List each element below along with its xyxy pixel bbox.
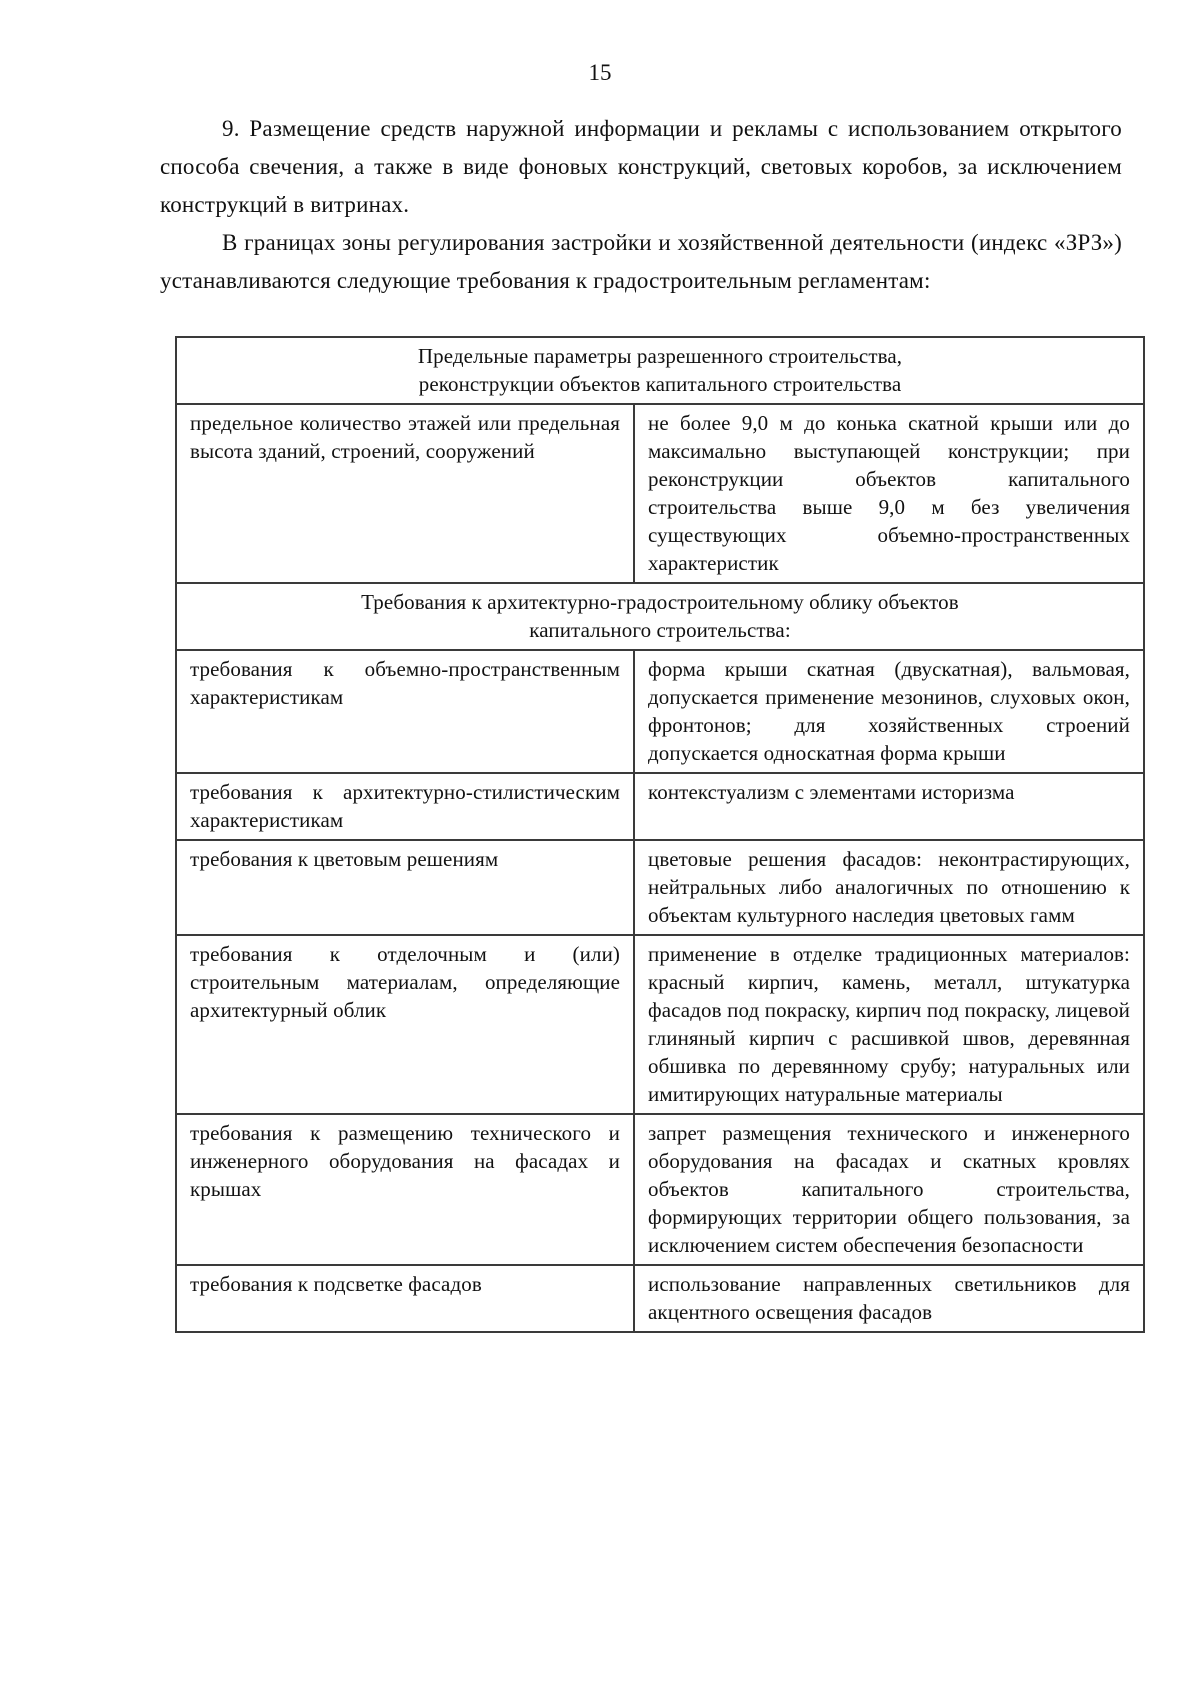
table-row-color bbox=[176, 840, 1144, 935]
value-cell: контекстуализм с элементами историзма bbox=[634, 773, 1144, 840]
param-cell: требования к отделочным и (или) строительным материалам, определяющие архитектурный облик bbox=[176, 935, 634, 1114]
param-cell: требования к размещению технического и инженерного оборудования на фасадах и крышах bbox=[176, 1114, 634, 1265]
table-row-materials bbox=[176, 935, 1144, 1114]
param-cell: требования к цветовым решениям bbox=[176, 840, 634, 935]
param-cell: требования к подсветке фасадов bbox=[176, 1265, 634, 1332]
section-header-line-1: Требования к архитектурно-градостроительному облику объектов bbox=[361, 590, 959, 614]
regulations-table bbox=[175, 336, 1145, 1333]
page-number: 15 bbox=[588, 60, 612, 85]
page-content bbox=[160, 110, 1130, 1473]
param-cell: требования к объемно-пространственным характеристикам bbox=[176, 650, 634, 773]
table-title-cell bbox=[176, 337, 1144, 404]
section-header-line-2: капитального строительства: bbox=[529, 618, 791, 642]
param-cell: требования к архитектурно-стилистическим характеристикам bbox=[176, 773, 634, 840]
value-cell: не более 9,0 м до конька скатной крыши или до максимально выступающей конструкции; при реконструкции объектов капитального строительства выше 9,0 м без увеличения существующих объемно-пространственных характеристик bbox=[634, 404, 1144, 583]
value-cell: цветовые решения фасадов: неконтрастирующих, нейтральных либо аналогичных по отношению к объектам культурного наследия цветовых гамм bbox=[634, 840, 1144, 935]
table-row-equipment bbox=[176, 1114, 1144, 1265]
table-title-line-1: Предельные параметры разрешенного строительства, bbox=[417, 344, 903, 368]
value-cell: запрет размещения технического и инженерного оборудования на фасадах и скатных кровлях объектов капитального строительства, формирующих территории общего пользования, за исключением систем обеспечения безопасности bbox=[634, 1114, 1144, 1265]
table-row-volume bbox=[176, 650, 1144, 773]
paragraph-item-9: 9. Размещение средств наружной информации и рекламы с использованием открытого способа свечения, а также в виде фоновых конструкций, световых коробов, за исключением конструкций в витринах. bbox=[160, 116, 1122, 217]
section-header-cell bbox=[176, 583, 1144, 650]
value-cell: использование направленных светильников для акцентного освещения фасадов bbox=[634, 1265, 1144, 1332]
value-cell: форма крыши скатная (двускатная), вальмовая, допускается применение мезонинов, слуховых окон, фронтонов; для хозяйственных строений допускается односкатная форма крыши bbox=[634, 650, 1144, 773]
table-row-lighting bbox=[176, 1265, 1144, 1332]
table-title-row bbox=[176, 337, 1144, 404]
param-cell: предельное количество этажей или предельная высота зданий, строений, сооружений bbox=[176, 404, 634, 583]
paragraph-zrz-intro: В границах зоны регулирования застройки и хозяйственной деятельности (индекс «ЗРЗ») устанавливаются следующие требования к градостроительным регламентам: bbox=[160, 230, 1122, 293]
value-cell: применение в отделке традиционных материалов: красный кирпич, камень, металл, штукатурка фасадов под покраску, кирпич под покраску, лицевой глиняный кирпич с расшивкой швов, деревянная обшивка по деревянному срубу; натуральных или имитирующих натуральные материалы bbox=[634, 935, 1144, 1114]
table-row-max-height bbox=[176, 404, 1144, 583]
table-row-style bbox=[176, 773, 1144, 840]
bottom-margin bbox=[160, 1333, 1122, 1473]
table-title-line-2: реконструкции объектов капитального строительства bbox=[418, 372, 902, 396]
table-section-header-row bbox=[176, 583, 1144, 650]
